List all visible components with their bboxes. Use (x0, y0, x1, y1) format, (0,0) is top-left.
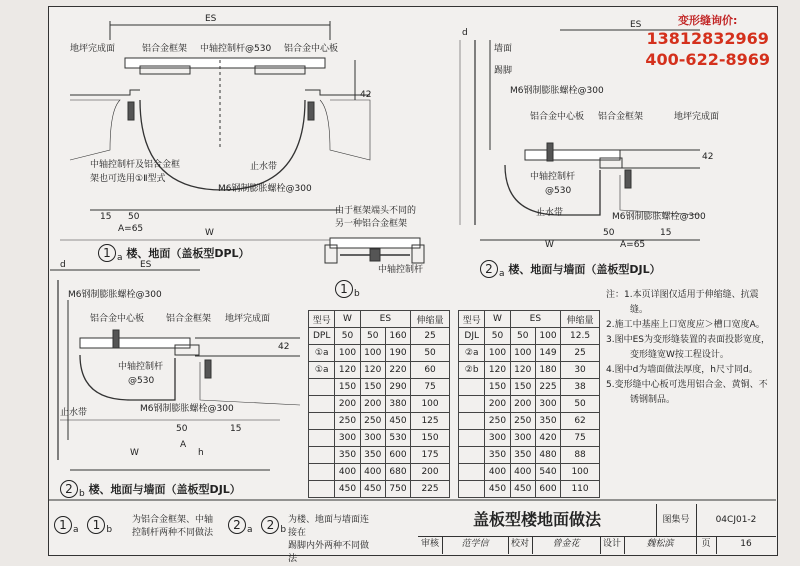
label-water-stop: 止水带 (536, 208, 564, 218)
label-dim-42: 42 (702, 152, 714, 162)
label-alu-frame: 铝合金框架 (166, 314, 212, 324)
table-cell: 149 (535, 345, 560, 362)
table-row (459, 328, 600, 345)
table-cell: 75 (411, 379, 450, 396)
table-row (459, 413, 600, 430)
table-cell: 400 (335, 464, 360, 481)
table-cell: 120 (510, 362, 535, 379)
table-row (309, 430, 450, 447)
label-rod: 中轴控制杆 (530, 172, 576, 182)
table-cell: 350 (485, 447, 510, 464)
label-note1: 由于框架端头不同的 (335, 206, 417, 216)
table-cell: 420 (535, 430, 560, 447)
table-cell: 12.5 (561, 328, 600, 345)
label-rod: 中轴控制杆 (118, 362, 164, 372)
table-cell: 200 (510, 396, 535, 413)
table-row (309, 481, 450, 498)
table-cell: 60 (411, 362, 450, 379)
table-cell: 150 (485, 379, 510, 396)
table-cell: 50 (485, 328, 510, 345)
label-floor-finish: 地坪完成面 (674, 112, 720, 122)
table-row (309, 413, 450, 430)
label-dim-50: 50 (603, 228, 615, 238)
table-cell (459, 430, 485, 447)
review-label: 审核 (418, 536, 443, 554)
contact-info (645, 12, 770, 70)
caption-2b: 2 $_b$ 楼、地面与墙面（盖板型DJL） (60, 480, 241, 499)
table-cell (309, 447, 335, 464)
ref-2a-2b: 2 a 2 b (228, 516, 286, 535)
note-item: 5.变形缝中心板可选用铝合金、黄铜、不锈钢制品。 (606, 380, 768, 405)
table-cell: 200 (411, 464, 450, 481)
table-row (459, 464, 600, 481)
table-cell: 350 (510, 447, 535, 464)
table-cell: 150 (411, 430, 450, 447)
design-label: 设计 (600, 536, 625, 554)
table-djl-body (459, 328, 600, 498)
col-header: ES (510, 311, 560, 328)
table-cell: 300 (485, 430, 510, 447)
col-header: ES (360, 311, 410, 328)
table-cell: 50 (510, 328, 535, 345)
table-cell: 750 (385, 481, 410, 498)
table-cell: DPL (309, 328, 335, 345)
notes (606, 288, 774, 408)
label-dim-42: 42 (278, 342, 290, 352)
ref-1a-1b: 1 a 1 b (54, 516, 112, 535)
check-label: 校对 (508, 536, 533, 554)
title-block (418, 504, 776, 554)
table-cell: 190 (385, 345, 410, 362)
table-cell: 110 (561, 481, 600, 498)
table-row (459, 447, 600, 464)
table-cell (309, 413, 335, 430)
table-cell: DJL (459, 328, 485, 345)
detail-1b-graphic (325, 238, 424, 263)
table-cell: 50 (335, 328, 360, 345)
table-cell: 100 (510, 345, 535, 362)
table-row (459, 362, 600, 379)
label-alu-center-plate: 铝合金中心板 (90, 314, 145, 324)
table-cell: 300 (510, 430, 535, 447)
label-dim-50: 50 (128, 212, 140, 222)
label-d: d (462, 28, 468, 38)
table-cell: 400 (510, 464, 535, 481)
label-bolt-top: M6钢制膨胀螺栓@300 (68, 290, 162, 300)
ref-1-text: 为铝合金框架、中轴 控制杆两种不同做法 (132, 515, 214, 538)
table-cell: 120 (360, 362, 385, 379)
table-cell (459, 447, 485, 464)
label-w: W (205, 228, 214, 238)
table-cell: ②a (459, 345, 485, 362)
table-cell: 380 (385, 396, 410, 413)
table-cell (309, 481, 335, 498)
table-cell (459, 481, 485, 498)
table-cell: 150 (335, 379, 360, 396)
review-name: 范学信 (442, 536, 509, 554)
table-cell: 450 (485, 481, 510, 498)
table-cell: 150 (360, 379, 385, 396)
label-dim-50: 50 (176, 424, 188, 434)
note-item: 2.施工中基座上口宽度应＞槽口宽度A。 (606, 320, 765, 330)
label-bolt-bottom: M6钢制膨胀螺栓@300 (140, 404, 234, 414)
table-cell: 225 (535, 379, 560, 396)
table-cell: 250 (335, 413, 360, 430)
contact-phone-mobile: 13812832969 (646, 29, 769, 48)
label-h: h (198, 448, 204, 458)
table-cell: 150 (510, 379, 535, 396)
note-item: 注：1.本页详图仅适用于伸缩缝、抗震缝。 (606, 290, 759, 315)
label-rod-spacing: @530 (545, 186, 572, 196)
table-cell (309, 430, 335, 447)
caption-circle: 1 (98, 244, 116, 262)
label-es: ES (205, 14, 217, 24)
table-cell (309, 379, 335, 396)
table-dpl-body (309, 328, 450, 498)
label-es: ES (630, 20, 642, 30)
table-cell: 250 (510, 413, 535, 430)
atlas-label: 图集号 (656, 504, 697, 537)
table-cell: 350 (335, 447, 360, 464)
label-center-rod: 中轴控制杆@530 (200, 44, 272, 54)
table-cell: 300 (360, 430, 385, 447)
table-cell: 200 (485, 396, 510, 413)
table-cell: 88 (561, 447, 600, 464)
table-cell: ②b (459, 362, 485, 379)
table-cell: 100 (411, 396, 450, 413)
label-a-65: A=65 (620, 240, 646, 250)
table-cell: ①a (309, 362, 335, 379)
page-label: 页 (696, 536, 717, 554)
table-cell: 530 (385, 430, 410, 447)
caption-1b: 1 $_b$ (335, 280, 360, 299)
design-name: 魏松滨 (624, 536, 697, 554)
label-dim-15: 15 (100, 212, 112, 222)
table-cell: 225 (411, 481, 450, 498)
contact-phone-hotline: 400-622-8969 (645, 50, 770, 69)
table-cell: 350 (360, 447, 385, 464)
table-cell (309, 396, 335, 413)
label-rod: 中轴控制杆 (378, 265, 424, 275)
table-cell: 175 (411, 447, 450, 464)
label-floor-finish: 地坪完成面 (225, 314, 271, 324)
note-item: 3.图中ES为变形缝装置的表面投影宽度，变形缝宽W按工程设计。 (606, 335, 770, 360)
col-header: 型号 (459, 311, 485, 328)
table-dpl (308, 310, 450, 498)
table-row (459, 430, 600, 447)
table-cell: ①a (309, 345, 335, 362)
ref-2-text: 为楼、地面与墙面连接在 踢脚内外两种不同做法 (288, 515, 370, 564)
label-bolt-top: M6钢制膨胀螺栓@300 (510, 86, 604, 96)
table-cell: 350 (535, 413, 560, 430)
label-alu-center-plate: 铝合金中心板 (284, 44, 339, 54)
label-w: W (545, 240, 554, 250)
label-kick: 踢脚 (494, 66, 513, 76)
table-cell: 450 (360, 481, 385, 498)
label-dim-42: 42 (360, 90, 372, 100)
table-cell: 100 (561, 464, 600, 481)
table-cell: 75 (561, 430, 600, 447)
label-frame-note: 架也可选用①Ⅱ型式 (90, 174, 166, 184)
table-cell (459, 396, 485, 413)
label-rod-spacing: @530 (128, 376, 155, 386)
label-bolt-bottom: M6钢制膨胀螺栓@300 (612, 212, 706, 222)
label-wall: 墙面 (494, 44, 513, 54)
table-cell: 290 (385, 379, 410, 396)
table-cell: 120 (485, 362, 510, 379)
label-alu-frame: 铝合金框架 (142, 44, 188, 54)
table-cell: 250 (360, 413, 385, 430)
table-cell: 100 (535, 328, 560, 345)
caption-1a: 1 $_a$ 楼、地面（盖板型DPL） (98, 244, 250, 263)
table-cell: 50 (561, 396, 600, 413)
table-cell: 62 (561, 413, 600, 430)
col-header: W (335, 311, 360, 328)
table-cell: 450 (510, 481, 535, 498)
col-header: W (485, 311, 510, 328)
table-cell: 200 (335, 396, 360, 413)
table-cell (459, 413, 485, 430)
table-cell: 25 (561, 345, 600, 362)
table-cell: 600 (385, 447, 410, 464)
table-cell: 450 (385, 413, 410, 430)
table-cell: 540 (535, 464, 560, 481)
drawing-title: 盖板型楼地面做法 (418, 504, 657, 537)
table-cell: 125 (411, 413, 450, 430)
table-cell: 100 (360, 345, 385, 362)
label-d: d (60, 260, 66, 270)
note-item: 4.图中d为墙面做法厚度，h尺寸同d。 (606, 365, 758, 375)
table-cell: 300 (535, 396, 560, 413)
table-cell: 160 (385, 328, 410, 345)
table-cell: 50 (411, 345, 450, 362)
table-djl (458, 310, 600, 498)
table-row (309, 396, 450, 413)
table-row (459, 396, 600, 413)
table-cell: 220 (385, 362, 410, 379)
label-floor-finish: 地坪完成面 (70, 44, 116, 54)
table-cell: 30 (561, 362, 600, 379)
caption-2a: 2 $_a$ 楼、地面与墙面（盖板型DJL） (480, 260, 661, 279)
table-cell (309, 464, 335, 481)
table-cell: 400 (360, 464, 385, 481)
table-cell: 200 (360, 396, 385, 413)
table-cell: 680 (385, 464, 410, 481)
col-header: 型号 (309, 311, 335, 328)
page-number: 16 (740, 539, 752, 549)
col-header: 伸缩量 (561, 311, 600, 328)
table-cell: 180 (535, 362, 560, 379)
table-cell: 250 (485, 413, 510, 430)
label-dim-15: 15 (660, 228, 672, 238)
label-note2: 另一种铝合金框架 (335, 219, 408, 229)
table-cell: 100 (335, 345, 360, 362)
label-w: W (130, 448, 139, 458)
label-bolt: M6钢制膨胀螺栓@300 (218, 184, 312, 194)
table-row (309, 447, 450, 464)
check-name: 曾金花 (532, 536, 601, 554)
table-cell: 120 (335, 362, 360, 379)
table-cell: 450 (335, 481, 360, 498)
reference-legend (50, 508, 370, 564)
label-a-65: A=65 (118, 224, 144, 234)
table-cell: 38 (561, 379, 600, 396)
table-cell: 300 (335, 430, 360, 447)
label-alu-center-plate: 铝合金中心板 (530, 112, 585, 122)
table-cell: 100 (485, 345, 510, 362)
table-row (459, 481, 600, 498)
table-row (459, 379, 600, 396)
table-cell: 480 (535, 447, 560, 464)
table-row (459, 345, 600, 362)
contact-label: 变形缝询价: (677, 14, 738, 27)
label-alu-frame: 铝合金框架 (598, 112, 644, 122)
table-row (309, 345, 450, 362)
table-cell: 600 (535, 481, 560, 498)
label-a: A (180, 440, 187, 450)
table-row (309, 464, 450, 481)
table-row (309, 328, 450, 345)
atlas-number: 04CJ01-2 (696, 504, 776, 537)
table-cell: 50 (360, 328, 385, 345)
table-cell: 25 (411, 328, 450, 345)
label-rod-note: 中轴控制杆及铝合金框 (90, 160, 181, 170)
table-cell (459, 464, 485, 481)
label-dim-15: 15 (230, 424, 242, 434)
label-es: ES (140, 260, 152, 270)
label-water-stop: 止水带 (250, 162, 278, 172)
table-row (309, 379, 450, 396)
table-cell (459, 379, 485, 396)
table-row (309, 362, 450, 379)
label-water-stop: 止水带 (60, 408, 88, 418)
col-header: 伸缩量 (411, 311, 450, 328)
table-cell: 400 (485, 464, 510, 481)
